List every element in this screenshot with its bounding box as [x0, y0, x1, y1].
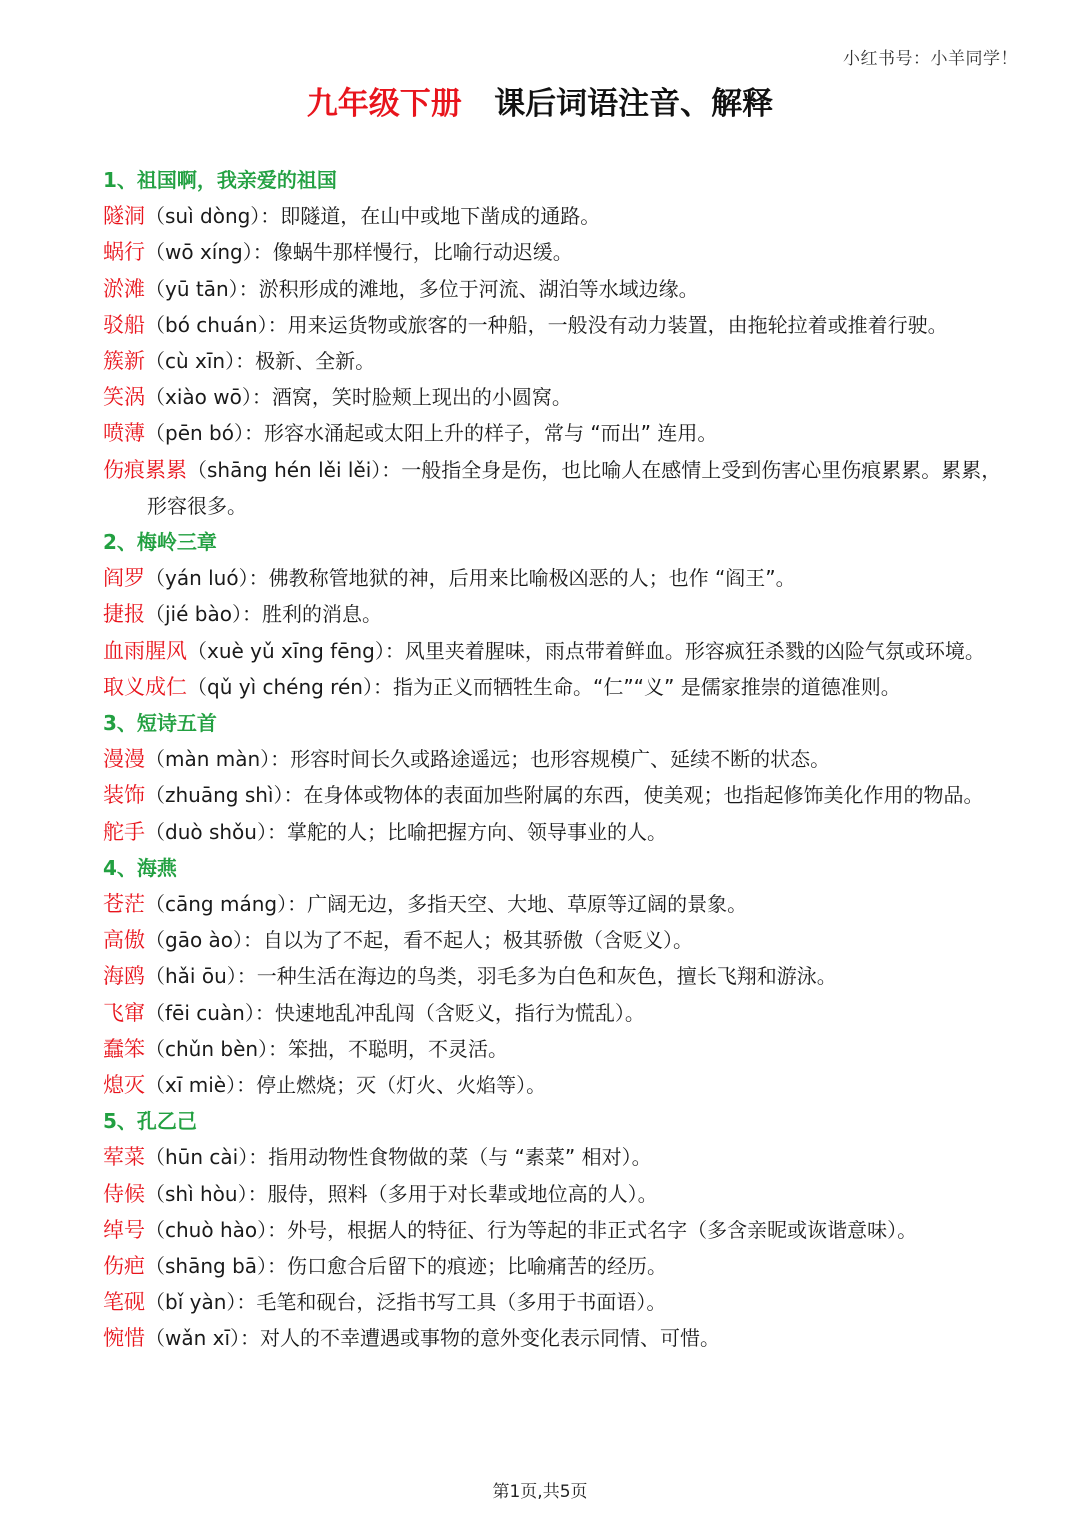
vocab-word: 苍茫	[103, 892, 145, 916]
vocab-pinyin: （yū tān）：	[145, 276, 259, 301]
vocab-word: 高傲	[103, 928, 145, 953]
vocab-word: 荤菜	[103, 1145, 145, 1170]
vocab-definition: 佛教称管地狱的神，后用来比喻极凶恶的人；也作 “阎王”。	[268, 566, 796, 591]
vocab-entry	[103, 234, 1003, 270]
vocab-definition: 外号，根据人的特征、行为等起的非正式名字（多含亲昵或诙谐意味）。	[287, 1217, 918, 1242]
vocab-word: 伤疤	[103, 1254, 145, 1279]
vocab-word: 漫漫	[103, 747, 145, 772]
vocab-pinyin: （cù xīn）：	[145, 349, 256, 373]
vocab-entry	[103, 560, 1003, 596]
section-title: 1、祖国啊，我亲爱的祖国	[103, 168, 337, 192]
vocab-entry	[103, 995, 1003, 1031]
vocab-word: 海鸥	[103, 964, 145, 989]
vocab-word: 蠢笨	[103, 1036, 145, 1061]
vocab-pinyin: （bó chuán）：	[145, 312, 288, 337]
vocab-entry	[103, 343, 1003, 379]
vocab-word: 笑涡	[103, 385, 145, 410]
vocab-entry	[103, 1284, 1003, 1320]
vocab-definition: 对人的不幸遭遇或事物的意外变化表示同情、可惜。	[260, 1326, 721, 1351]
vocab-entry	[103, 271, 1003, 307]
vocab-definition: 停止燃烧；灭（灯火、火焰等）。	[256, 1073, 547, 1098]
vocab-entry	[103, 777, 1003, 813]
vocab-entry	[103, 669, 1003, 705]
vocab-word: 喷薄	[103, 421, 145, 446]
section-title: 5、孔乙己	[103, 1109, 197, 1134]
vocab-entry	[103, 307, 1003, 343]
vocab-word: 阎罗	[103, 566, 145, 591]
vocab-pinyin: （cāng máng）：	[145, 892, 308, 916]
vocab-word: 淤滩	[103, 276, 145, 301]
vocab-definition: 像蜗牛那样慢行，比喻行动迟缓。	[272, 240, 573, 265]
vocab-definition: 淤积形成的滩地，多位于河流、湖泊等水域边缘。	[258, 276, 699, 301]
section-title: 2、梅岭三章	[103, 530, 217, 555]
vocab-pinyin: （yán luó）：	[145, 566, 269, 591]
vocab-pinyin: （gāo ào）：	[145, 928, 264, 953]
vocab-word: 飞窜	[103, 1000, 145, 1025]
vocab-pinyin: （suì dòng）：	[145, 204, 281, 229]
vocab-entry	[103, 452, 1003, 524]
vocab-pinyin: （xuè yǔ xīng fēng）：	[187, 638, 405, 663]
vocab-entry	[103, 922, 1003, 958]
vocab-entry	[103, 1212, 1003, 1248]
vocab-entry	[103, 633, 1003, 669]
vocab-entry	[103, 1176, 1003, 1212]
vocab-definition: 风里夹着腥味，雨点带着鲜血。形容疯狂杀戮的凶险气氛或环境。	[404, 638, 985, 663]
vocab-definition: 快速地乱冲乱闯（含贬义，指行为慌乱）。	[274, 1000, 645, 1025]
vocab-entry	[103, 1067, 1003, 1103]
vocab-definition: 笨拙，不聪明，不灵活。	[288, 1036, 509, 1061]
vocab-pinyin: （hǎi ōu）：	[145, 964, 257, 989]
vocab-definition: 胜利的消息。	[261, 602, 382, 627]
vocab-pinyin: （qǔ yì chéng rén）：	[187, 674, 393, 699]
vocab-definition: 极新、全新。	[255, 349, 376, 373]
vocab-entry	[103, 1031, 1003, 1067]
title-subject: 课后词语注音、解释	[494, 86, 774, 122]
vocab-word: 绰号	[103, 1217, 145, 1242]
vocab-pinyin: （xiào wō）：	[145, 385, 272, 410]
vocab-pinyin: （chǔn bèn）：	[145, 1036, 289, 1061]
vocab-pinyin: （bǐ yàn）：	[145, 1290, 257, 1315]
vocab-entry	[103, 1320, 1003, 1356]
vocab-definition: 即隧道，在山中或地下凿成的通路。	[280, 204, 601, 229]
vocab-definition: 指为正义而牺牲生命。“仁”“义” 是儒家推崇的道德准则。	[392, 674, 901, 699]
vocabulary-list	[103, 162, 1003, 1357]
vocab-pinyin: （hūn cài）：	[145, 1145, 269, 1170]
vocab-word: 笔砚	[103, 1290, 145, 1315]
vocab-entry	[103, 958, 1003, 994]
vocab-word: 取义成仁	[103, 674, 187, 699]
vocab-definition: 形容时间长久或路途遥远；也形容规模广、延续不断的状态。	[290, 747, 831, 772]
vocab-word: 驳船	[103, 312, 145, 337]
vocab-pinyin: （shì hòu）：	[145, 1181, 268, 1206]
vocab-pinyin: （jié bào）：	[145, 602, 262, 627]
page-title	[0, 78, 1080, 123]
vocab-pinyin: （chuò hào）：	[145, 1217, 288, 1242]
vocab-definition: 伤口愈合后留下的痕迹；比喻痛苦的经历。	[287, 1254, 668, 1279]
vocab-definition: 毛笔和砚台，泛指书写工具（多用于书面语）。	[256, 1290, 667, 1315]
vocab-word: 熄灭	[103, 1073, 145, 1098]
vocab-pinyin: （zhuāng shì）：	[145, 783, 304, 808]
vocab-definition: 一种生活在海边的鸟类，羽毛多为白色和灰色，擅长飞翔和游泳。	[256, 964, 837, 989]
vocab-definition: 广阔无边，多指天空、大地、草原等辽阔的景象。	[307, 892, 748, 916]
vocab-word: 舵手	[103, 819, 145, 844]
vocab-definition: 用来运货物或旅客的一种船，一般没有动力装置，由拖轮拉着或推着行驶。	[287, 312, 948, 337]
vocab-word: 惋惜	[103, 1326, 145, 1351]
vocab-entry	[103, 415, 1003, 451]
vocab-pinyin: （shāng hén lěi lěi）：	[187, 457, 402, 482]
page-number: 第1页,共5页	[492, 1482, 588, 1502]
vocab-definition: 服侍，照料（多用于对长辈或地位高的人）。	[267, 1181, 658, 1206]
vocab-pinyin: （fēi cuàn）：	[145, 1000, 275, 1025]
vocab-pinyin: （shāng bā）：	[145, 1254, 288, 1279]
vocab-entry	[103, 198, 1003, 234]
vocab-definition: 形容水涌起或太阳上升的样子，常与 “而出” 连用。	[263, 421, 718, 446]
vocab-definition: 酒窝，笑时脸颊上现出的小圆窝。	[271, 385, 572, 410]
vocab-word: 蜗行	[103, 240, 145, 265]
vocab-word: 侍候	[103, 1181, 145, 1206]
watermark: 小红书号：小羊同学！	[843, 49, 1018, 69]
section-title: 4、海燕	[103, 855, 177, 880]
section-title: 3、短诗五首	[103, 711, 217, 736]
vocab-entry	[103, 1248, 1003, 1284]
vocab-entry	[103, 741, 1003, 777]
vocab-pinyin: （wō xíng）：	[145, 240, 273, 265]
vocab-pinyin: （wǎn xī）：	[145, 1326, 261, 1351]
vocab-word: 伤痕累累	[103, 457, 187, 482]
vocab-definition: 指用动物性食物做的菜（与 “素菜” 相对）。	[268, 1145, 652, 1170]
vocab-definition: 在身体或物体的表面加些附属的东西，使美观；也指起修饰美化作用的物品。	[303, 783, 984, 808]
vocab-entry	[103, 379, 1003, 415]
vocab-entry	[103, 1139, 1003, 1175]
vocab-entry	[103, 814, 1003, 850]
vocab-word: 捷报	[103, 602, 145, 627]
vocab-pinyin: （xī miè）：	[145, 1073, 257, 1098]
vocab-definition: 掌舵的人；比喻把握方向、领导事业的人。	[286, 819, 667, 844]
vocab-definition: 一般指全身是伤，也比喻人在感情上受到伤害心里伤痕累累。累累，形容很多。	[147, 457, 1002, 518]
vocab-word: 血雨腥风	[103, 638, 187, 663]
vocab-definition: 自以为了不起，看不起人；极其骄傲（含贬义）。	[263, 928, 694, 953]
vocab-entry	[103, 886, 1003, 922]
vocab-word: 装饰	[103, 783, 145, 808]
vocab-word: 簇新	[103, 349, 145, 373]
vocab-pinyin: （pēn bó）：	[145, 421, 264, 446]
vocab-pinyin: （duò shǒu）：	[145, 819, 287, 844]
vocab-word: 隧洞	[103, 204, 145, 229]
vocab-entry	[103, 596, 1003, 632]
vocab-pinyin: （màn màn）：	[145, 747, 291, 772]
title-grade: 九年级下册	[306, 86, 462, 122]
